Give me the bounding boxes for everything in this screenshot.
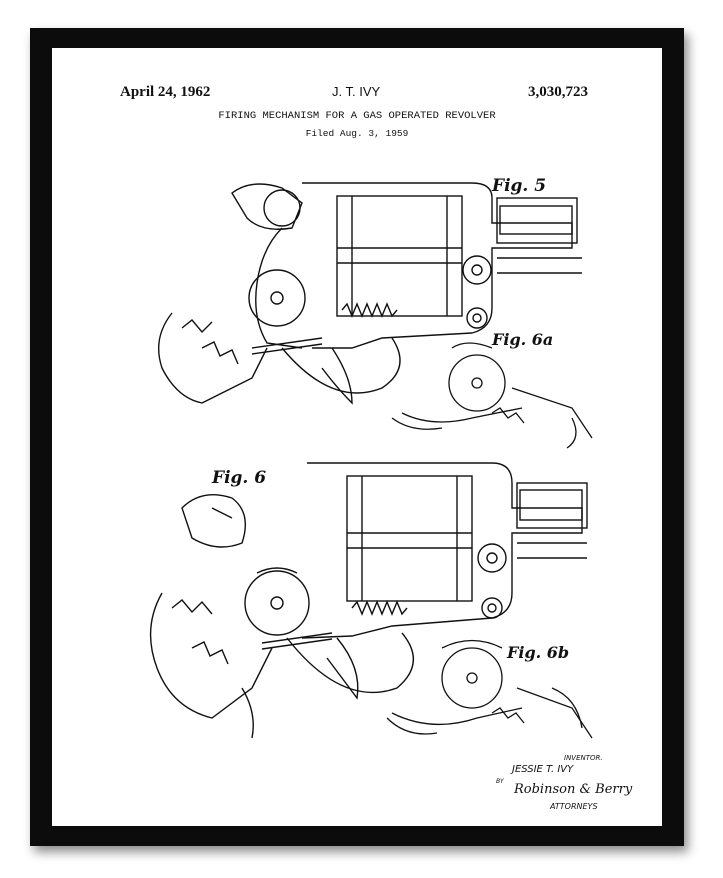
- fig5-label: Fig. 5: [492, 176, 547, 196]
- by-label: BY: [496, 778, 504, 785]
- patent-number: 3,030,723: [528, 84, 588, 100]
- fig6b-label: Fig. 6b: [507, 643, 570, 662]
- fig6-label: Fig. 6: [212, 468, 267, 488]
- patent-date: April 24, 1962: [120, 84, 211, 100]
- patent-title: FIRING MECHANISM FOR A GAS OPERATED REVOLVER: [218, 110, 496, 122]
- attorney-firm: Robinson & Berry: [514, 782, 633, 797]
- attorneys-label: ATTORNEYS: [550, 802, 598, 811]
- filing-date: Filed Aug. 3, 1959: [305, 128, 409, 139]
- picture-frame: [30, 28, 684, 846]
- inventor-label: INVENTOR.: [564, 754, 603, 762]
- fig6a-label: Fig. 6a: [492, 330, 554, 349]
- patent-sheet: [52, 48, 662, 826]
- inventor-header: J. T. IVY: [332, 84, 381, 99]
- fig6b-drawing: [52, 48, 662, 826]
- inventor-name: JESSIE T. IVY: [512, 764, 574, 775]
